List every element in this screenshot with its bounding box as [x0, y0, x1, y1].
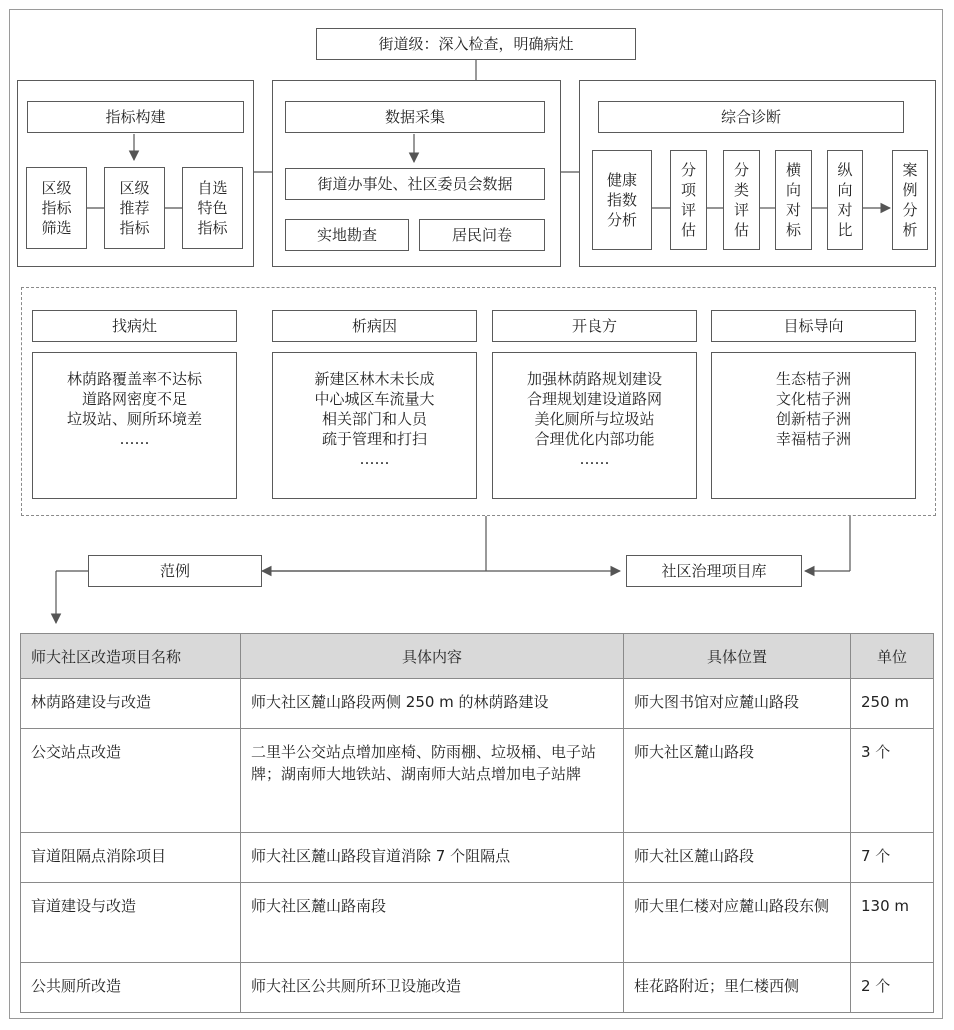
- cell-name: 公交站点改造: [21, 729, 241, 833]
- analysis-col-goal-title: 目标导向: [711, 310, 916, 342]
- table-row: [21, 679, 934, 729]
- list-item: 美化厕所与垃圾站: [534, 410, 655, 428]
- collection-title: 数据采集: [285, 101, 545, 133]
- diagnosis-step-horizontal: 横 向 对 标: [775, 150, 812, 250]
- list-item: 加强林荫路规划建设: [526, 370, 662, 388]
- list-item: 新建区林木未长成: [314, 370, 435, 388]
- table-row: [21, 833, 934, 883]
- cell-unit: 250 m: [851, 679, 934, 729]
- cell-content: 师大社区麓山路南段: [241, 883, 624, 963]
- list-item: ……: [119, 430, 150, 448]
- diagnosis-step-classified: 分 类 评 估: [723, 150, 760, 250]
- indicator-title: 指标构建: [27, 101, 244, 133]
- analysis-col-find-body: [32, 352, 237, 499]
- cell-content: 师大社区公共厕所环卫设施改造: [241, 963, 624, 1013]
- cell-content: 师大社区麓山路段盲道消除 7 个阻隔点: [241, 833, 624, 883]
- cell-unit: 130 m: [851, 883, 934, 963]
- cell-location: 师大里仁楼对应麓山路段东侧: [624, 883, 851, 963]
- table-row: [21, 729, 934, 833]
- cell-location: 师大社区麓山路段: [624, 833, 851, 883]
- analysis-col-remedy-body: [492, 352, 697, 499]
- analysis-col-goal-body: [711, 352, 916, 499]
- analysis-col-cause-title: 析病因: [272, 310, 477, 342]
- cell-unit: 3 个: [851, 729, 934, 833]
- page-title: 街道级：深入检查，明确病灶: [316, 28, 636, 60]
- table-row: [21, 963, 934, 1013]
- diagnosis-step-health-index: 健康 指数 分析: [592, 150, 652, 250]
- collection-method-questionnaire: 居民问卷: [419, 219, 545, 251]
- example-label: 范例: [88, 555, 262, 587]
- diagnosis-step-case: 案 例 分 析: [892, 150, 928, 250]
- diagnosis-step-itemized: 分 项 评 估: [670, 150, 707, 250]
- list-item: 疏于管理和打扫: [321, 430, 427, 448]
- collection-source: 街道办事处、社区委员会数据: [285, 168, 545, 200]
- cell-content: 二里半公交站点增加座椅、防雨棚、垃圾桶、电子站牌；湖南师大地铁站、湖南师大站点增加电子站牌: [241, 729, 624, 833]
- list-item: 垃圾站、厕所环境差: [66, 410, 202, 428]
- cell-unit: 2 个: [851, 963, 934, 1013]
- col-header-location: 具体位置: [624, 634, 851, 679]
- col-header-unit: 单位: [851, 634, 934, 679]
- collection-method-survey: 实地勘查: [285, 219, 409, 251]
- cell-location: 师大图书馆对应麓山路段: [624, 679, 851, 729]
- cell-name: 盲道建设与改造: [21, 883, 241, 963]
- list-item: 相关部门和人员: [321, 410, 427, 428]
- diagnosis-title: 综合诊断: [598, 101, 904, 133]
- list-item: 合理规划建设道路网: [526, 390, 662, 408]
- project-table: [20, 633, 934, 1013]
- col-header-name: 师大社区改造项目名称: [21, 634, 241, 679]
- cell-name: 林荫路建设与改造: [21, 679, 241, 729]
- cell-name: 盲道阻隔点消除项目: [21, 833, 241, 883]
- list-item: 林荫路覆盖率不达标: [66, 370, 202, 388]
- list-item: 创新桔子洲: [775, 410, 851, 428]
- analysis-col-remedy-title: 开良方: [492, 310, 697, 342]
- cell-name: 公共厕所改造: [21, 963, 241, 1013]
- list-item: 文化桔子洲: [775, 390, 851, 408]
- indicator-item-district-filter: 区级 指标 筛选: [26, 167, 87, 249]
- indicator-item-custom: 自选 特色 指标: [182, 167, 243, 249]
- analysis-col-cause-body: [272, 352, 477, 499]
- project-library-label: 社区治理项目库: [626, 555, 802, 587]
- list-item: 合理优化内部功能: [534, 430, 655, 448]
- cell-unit: 7 个: [851, 833, 934, 883]
- list-item: 幸福桔子洲: [775, 430, 851, 448]
- table-header-row: [21, 634, 934, 679]
- cell-content: 师大社区麓山路段两侧 250 m 的林荫路建设: [241, 679, 624, 729]
- list-item: 中心城区车流量大: [314, 390, 435, 408]
- col-header-content: 具体内容: [241, 634, 624, 679]
- indicator-item-recommended: 区级 推荐 指标: [104, 167, 165, 249]
- list-item: 生态桔子洲: [775, 370, 851, 388]
- diagnosis-step-vertical: 纵 向 对 比: [827, 150, 863, 250]
- cell-location: 桂花路附近；里仁楼西侧: [624, 963, 851, 1013]
- list-item: 道路网密度不足: [81, 390, 187, 408]
- list-item: ……: [359, 450, 390, 468]
- analysis-col-find-title: 找病灶: [32, 310, 237, 342]
- cell-location: 师大社区麓山路段: [624, 729, 851, 833]
- table-row: [21, 883, 934, 963]
- list-item: ……: [579, 450, 610, 468]
